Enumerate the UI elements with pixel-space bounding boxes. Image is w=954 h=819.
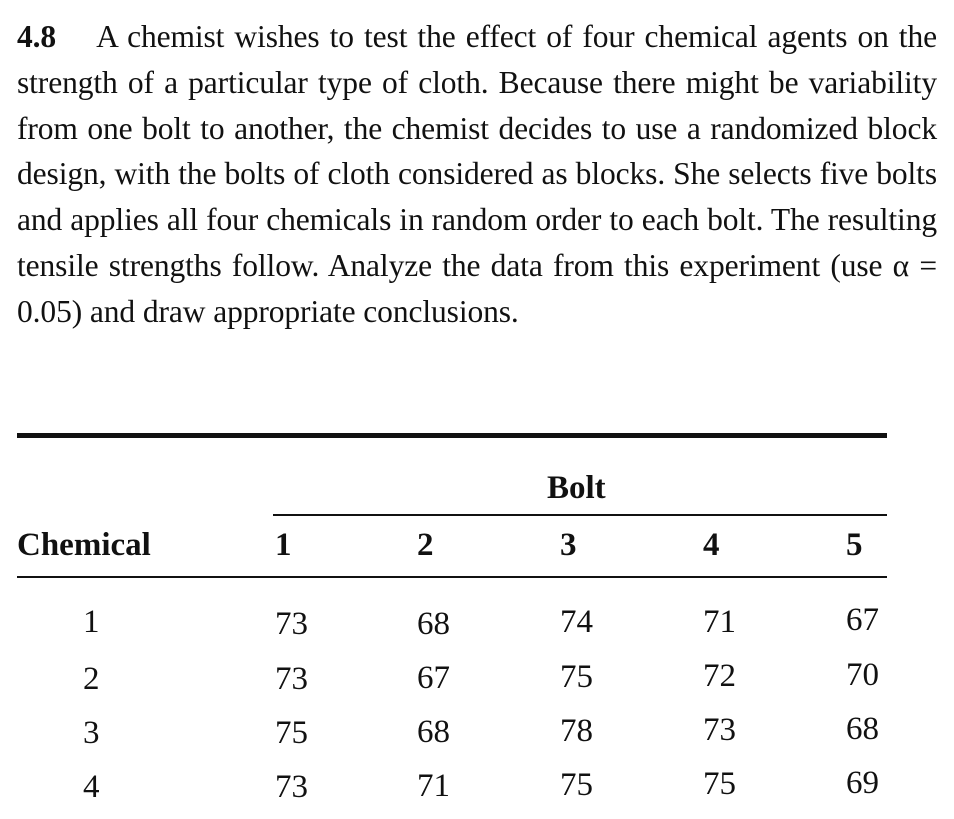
problem-statement — [17, 14, 937, 335]
table-cell: 73 — [275, 661, 308, 697]
table-cell: 75 — [275, 715, 308, 751]
table-cell: 67 — [846, 602, 879, 638]
table-cell: 71 — [703, 604, 736, 640]
row-label: 4 — [83, 769, 100, 805]
row-label: 1 — [83, 604, 100, 640]
table-cell: 68 — [417, 714, 450, 750]
bolt-column-header: 4 — [703, 527, 720, 563]
row-label: 3 — [83, 715, 100, 751]
table-cell: 73 — [275, 769, 308, 805]
chemical-column-header: Chemical — [17, 527, 151, 563]
bolt-group-header: Bolt — [547, 470, 606, 506]
table-cell: 75 — [560, 767, 593, 803]
table-cell: 73 — [275, 606, 308, 642]
bolt-column-header: 2 — [417, 527, 434, 563]
problem-number: 4.8 — [17, 19, 57, 54]
table-header-rule — [17, 576, 887, 578]
table-cell: 72 — [703, 658, 736, 694]
table-cell: 71 — [417, 768, 450, 804]
table-cell: 75 — [560, 659, 593, 695]
bolt-column-header: 5 — [846, 527, 863, 563]
problem-text: A chemist wishes to test the effect of four chemical agents on the strength of a particular type of cloth. Because there might be variability from one bolt to another, the chemist decides to use a randomized block design, with the bolts of cloth considered as blocks. She selects five bolts and applies all four chemicals in random order to each bolt. The resulting tensile strengths follow. Analyze the data from this experiment (use α = 0.05) and draw appropriate conclusions. — [17, 19, 937, 329]
table-cell: 78 — [560, 713, 593, 749]
table-cell: 68 — [417, 606, 450, 642]
table-top-rule — [17, 433, 887, 438]
table-cell: 74 — [560, 604, 593, 640]
table-cell: 69 — [846, 765, 879, 801]
table-cell: 75 — [703, 766, 736, 802]
bolt-column-header: 1 — [275, 527, 292, 563]
table-cell: 68 — [846, 711, 879, 747]
bolt-header-rule — [273, 514, 887, 516]
table-cell: 73 — [703, 712, 736, 748]
bolt-column-header: 3 — [560, 527, 577, 563]
table-cell: 67 — [417, 660, 450, 696]
table-cell: 70 — [846, 657, 879, 693]
row-label: 2 — [83, 661, 100, 697]
